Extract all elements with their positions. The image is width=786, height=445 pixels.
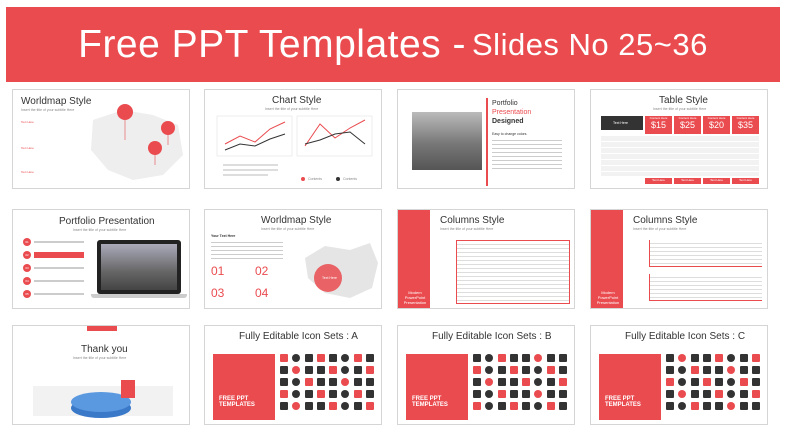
icon-glyph (559, 366, 567, 374)
slide-thumbnail-chart[interactable] (204, 89, 382, 189)
table-body (601, 136, 759, 176)
num-1: 01 (211, 264, 225, 278)
num-4: 04 (255, 286, 269, 300)
icon-glyph (498, 378, 506, 386)
icon-glyph (305, 390, 313, 398)
map-graphic (300, 238, 380, 304)
slide-title: Fully Editable Icon Sets : C (625, 331, 746, 342)
icon-glyph (522, 354, 530, 362)
icon-glyph (740, 390, 748, 398)
slide-title: Table Style (659, 95, 708, 106)
icon-glyph (305, 366, 313, 374)
icon-glyph (547, 378, 555, 386)
icon-glyph (317, 390, 325, 398)
slide-thumbnail-portfolio-laptop[interactable] (12, 209, 190, 309)
city-photo (412, 112, 482, 170)
slide-title: Fully Editable Icon Sets : A (239, 331, 358, 342)
icon-glyph (727, 390, 735, 398)
title-line-1: Portfolio (492, 100, 518, 107)
icon-glyph (534, 378, 542, 386)
title-line-2: Presentation (492, 109, 532, 116)
icon-glyph (703, 354, 711, 362)
map-badge: Text Here (322, 276, 337, 280)
table-footer: Text Here Text Here Text Here Text Here (645, 178, 759, 184)
icon-glyph (354, 390, 362, 398)
icon-glyph (341, 354, 349, 362)
icon-glyph (341, 402, 349, 410)
icon-glyph (547, 390, 555, 398)
icon-glyph (329, 390, 337, 398)
slide-title: Worldmap Style (21, 96, 92, 107)
icon-glyph (715, 366, 723, 374)
slide-subtitle: Insert the title of your subtitle Here (440, 227, 494, 231)
price-col-3: Content Here $20 (703, 116, 730, 134)
icon-glyph (292, 354, 300, 362)
slide-thumbnail-icons-c[interactable] (590, 325, 768, 425)
title-line-3: Designed (492, 118, 524, 125)
slide-title: Columns Style (633, 215, 698, 226)
icon-glyph (678, 390, 686, 398)
icon-glyph (691, 354, 699, 362)
icon-glyph (280, 354, 288, 362)
slide-thumbnail-worldmap-canada[interactable] (204, 209, 382, 309)
body-text (492, 140, 562, 170)
icon-glyph (498, 390, 506, 398)
icon-glyph (727, 378, 735, 386)
icon-glyph (292, 378, 300, 386)
icon-glyph (703, 366, 711, 374)
icon-glyph (678, 354, 686, 362)
side-label: Modern PowerPoint Presentation (596, 290, 620, 305)
slide-title: Portfolio Presentation (59, 216, 155, 227)
icon-glyph (534, 366, 542, 374)
content-box (456, 240, 570, 304)
icon-glyph (547, 366, 555, 374)
legend-label-1: Contents (308, 177, 323, 181)
banner (6, 7, 780, 82)
card-label: FREE PPT TEMPLATES (605, 396, 641, 408)
icon-glyph (317, 378, 325, 386)
icon-glyph (354, 402, 362, 410)
icon-glyph (280, 378, 288, 386)
slide-thumbnail-table[interactable] (590, 89, 768, 189)
icon-glyph (292, 390, 300, 398)
icon-glyph (547, 402, 555, 410)
icon-glyph (485, 378, 493, 386)
icon-glyph (473, 378, 481, 386)
num-3: 03 (211, 286, 225, 300)
icon-glyph (473, 354, 481, 362)
icon-glyph (666, 378, 674, 386)
slide-title: Columns Style (440, 215, 505, 226)
card-label: FREE PPT TEMPLATES (412, 396, 448, 408)
slide-thumbnail-portfolio[interactable] (397, 89, 575, 189)
puzzle-graphic (33, 366, 173, 424)
icon-glyph (727, 354, 735, 362)
icon-glyph (559, 402, 567, 410)
legend-label-2: Contents (343, 177, 358, 181)
price-col-4: Content Here $35 (732, 116, 759, 134)
icon-glyph (305, 378, 313, 386)
icon-glyph (715, 390, 723, 398)
icon-glyph (678, 378, 686, 386)
icon-glyph (522, 366, 530, 374)
icon-glyph (498, 354, 506, 362)
icon-glyph (740, 366, 748, 374)
icon-glyph (703, 390, 711, 398)
icon-glyph (727, 402, 735, 410)
icon-glyph (329, 366, 337, 374)
icon-glyph (666, 366, 674, 374)
icon-glyph (691, 390, 699, 398)
text-label-2: Text Here (21, 146, 34, 150)
icon-glyph (534, 402, 542, 410)
icon-glyph (292, 402, 300, 410)
icon-glyph (727, 366, 735, 374)
slide-subtitle: Insert the title of your subtitle Here (633, 227, 687, 231)
top-accent (87, 326, 117, 331)
slide-subtitle: Insert the title of your subtitle Here (21, 108, 75, 112)
icon-glyph (691, 378, 699, 386)
content-box-2 (649, 274, 762, 301)
icon-glyph (715, 402, 723, 410)
icon-glyph (317, 354, 325, 362)
table-header-label: Text Here (613, 121, 628, 125)
icon-glyph (280, 402, 288, 410)
icon-glyph (341, 390, 349, 398)
icon-glyph (740, 402, 748, 410)
icon-glyph (341, 378, 349, 386)
slide-subtitle: Insert the title of your subtitle Here (73, 228, 127, 232)
slide-title: Thank you (81, 344, 128, 355)
icon-glyph (522, 402, 530, 410)
icon-grid (666, 354, 762, 410)
icon-glyph (473, 402, 481, 410)
icon-glyph (559, 390, 567, 398)
icon-glyph (510, 366, 518, 374)
slide-subtitle: Insert the title of your subtitle Here (261, 227, 315, 231)
icon-grid (473, 354, 569, 410)
laptop-screen (97, 240, 181, 294)
price-col-2: Content Here $25 (674, 116, 701, 134)
slide-subtitle: Insert the title of your subtitle Here (653, 107, 707, 111)
red-card (599, 354, 661, 420)
banner-subtitle: Slides No 25~36 (472, 26, 708, 62)
icon-glyph (485, 366, 493, 374)
label: Easy to change colors. (492, 132, 528, 136)
icon-glyph (498, 402, 506, 410)
slide-title: Chart Style (272, 95, 322, 106)
price-col-1: Content Here $15 (645, 116, 672, 134)
map-graphic (83, 100, 188, 185)
icon-glyph (510, 378, 518, 386)
icon-glyph (691, 402, 699, 410)
icon-glyph (473, 366, 481, 374)
icon-glyph (305, 402, 313, 410)
icon-glyph (305, 354, 313, 362)
icon-glyph (740, 354, 748, 362)
slide-thumbnail-columns-2[interactable] (590, 209, 768, 309)
icon-glyph (534, 354, 542, 362)
icon-glyph (559, 354, 567, 362)
divider (486, 98, 488, 186)
icon-glyph (366, 390, 374, 398)
icon-glyph (752, 390, 760, 398)
icon-glyph (559, 378, 567, 386)
icon-glyph (678, 366, 686, 374)
red-card (406, 354, 468, 420)
icon-glyph (366, 366, 374, 374)
icon-glyph (678, 402, 686, 410)
icon-glyph (715, 354, 723, 362)
num-2: 02 (255, 264, 269, 278)
icon-glyph (510, 390, 518, 398)
icon-glyph (473, 390, 481, 398)
icon-glyph (510, 354, 518, 362)
icon-glyph (522, 390, 530, 398)
icon-glyph (752, 366, 760, 374)
icon-glyph (666, 354, 674, 362)
icon-glyph (354, 378, 362, 386)
icon-glyph (534, 390, 542, 398)
icon-glyph (317, 366, 325, 374)
icon-glyph (703, 402, 711, 410)
slide-title: Fully Editable Icon Sets : B (432, 331, 552, 342)
icon-glyph (329, 354, 337, 362)
icon-glyph (703, 378, 711, 386)
icon-glyph (292, 366, 300, 374)
text-label-1: Text Here (21, 120, 34, 124)
icon-glyph (366, 378, 374, 386)
icon-glyph (329, 378, 337, 386)
icon-glyph (522, 378, 530, 386)
banner-title: Free PPT Templates - (78, 22, 466, 66)
icon-glyph (666, 402, 674, 410)
icon-glyph (317, 402, 325, 410)
icon-glyph (752, 354, 760, 362)
slide-title: Worldmap Style (261, 215, 332, 226)
laptop-base (91, 294, 187, 298)
price-header-row (645, 116, 759, 134)
text-label-3: Text Here (21, 170, 34, 174)
side-label: Modern PowerPoint Presentation (403, 290, 427, 305)
slide-thumbnail-icons-a[interactable] (204, 325, 382, 425)
icon-glyph (740, 378, 748, 386)
icon-glyph (341, 366, 349, 374)
card-label: FREE PPT TEMPLATES (219, 396, 255, 408)
icon-glyph (366, 402, 374, 410)
icon-glyph (280, 366, 288, 374)
icon-glyph (354, 366, 362, 374)
icon-glyph (485, 390, 493, 398)
label: Your Text Here (211, 234, 236, 238)
chart-graphic (215, 114, 375, 186)
numbered-list: 01 02 03 04 05 (23, 238, 84, 298)
icon-glyph (280, 390, 288, 398)
slide-subtitle: Insert the title of your subtitle Here (265, 107, 319, 111)
red-card (213, 354, 275, 420)
content-box-1 (649, 240, 762, 267)
icon-glyph (715, 378, 723, 386)
icon-glyph (485, 354, 493, 362)
icon-glyph (498, 366, 506, 374)
slide-thumbnail-worldmap[interactable] (12, 89, 190, 189)
body-text (211, 242, 283, 262)
slide-subtitle: Insert the title of your subtitle Here (73, 356, 127, 360)
icon-glyph (329, 402, 337, 410)
icon-glyph (510, 402, 518, 410)
slide-thumbnail-columns-1[interactable] (397, 209, 575, 309)
icon-glyph (547, 354, 555, 362)
icon-glyph (691, 366, 699, 374)
icon-glyph (366, 354, 374, 362)
slide-thumbnail-icons-b[interactable] (397, 325, 575, 425)
icon-glyph (354, 354, 362, 362)
icon-glyph (752, 402, 760, 410)
icon-glyph (666, 390, 674, 398)
icon-glyph (752, 378, 760, 386)
slide-thumbnail-thank-you[interactable] (12, 325, 190, 425)
icon-grid (280, 354, 376, 410)
icon-glyph (485, 402, 493, 410)
